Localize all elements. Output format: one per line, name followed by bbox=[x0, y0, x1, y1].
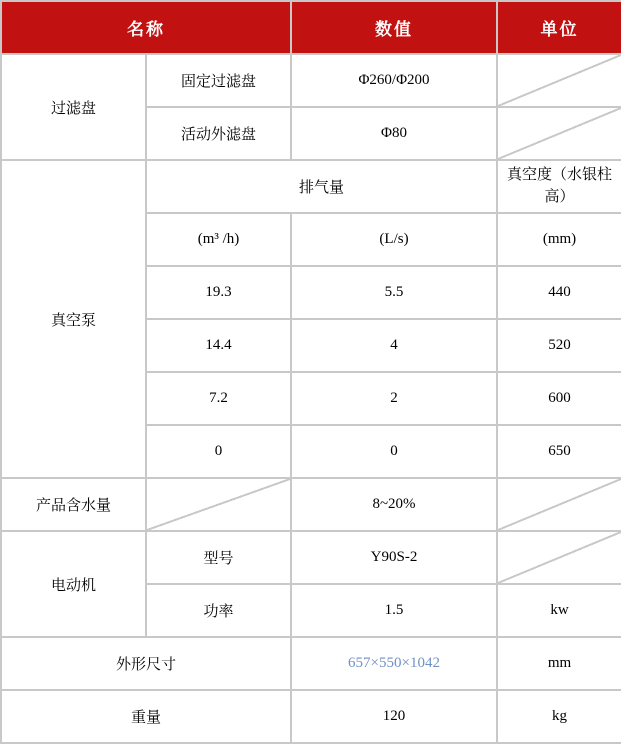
moisture-sub-empty-cell bbox=[146, 478, 291, 531]
header-unit-column: 单位 bbox=[497, 1, 621, 54]
vacuum-unit-mm-cell: (mm) bbox=[497, 213, 621, 266]
exhaust-volume-header-cell: 排气量 bbox=[146, 160, 497, 213]
motor-power-value-cell: 1.5 bbox=[291, 584, 497, 637]
table-header-row bbox=[1, 1, 621, 54]
dimensions-label-cell: 外形尺寸 bbox=[1, 637, 291, 690]
fixed-disc-value-cell: Φ260/Φ200 bbox=[291, 54, 497, 107]
pump-data-m3h-cell: 7.2 bbox=[146, 372, 291, 425]
motor-model-unit-empty-cell bbox=[497, 531, 621, 584]
moisture-label-cell: 产品含水量 bbox=[1, 478, 146, 531]
filter-disc-group-cell: 过滤盘 bbox=[1, 54, 146, 160]
dimensions-unit-cell: mm bbox=[497, 637, 621, 690]
exhaust-unit-ls-cell: (L/s) bbox=[291, 213, 497, 266]
pump-data-mm-cell: 520 bbox=[497, 319, 621, 372]
weight-label-cell: 重量 bbox=[1, 690, 291, 743]
header-name-column: 名称 bbox=[1, 1, 291, 54]
pump-data-ls-cell: 5.5 bbox=[291, 266, 497, 319]
pump-data-ls-cell: 0 bbox=[291, 425, 497, 478]
table-row bbox=[1, 160, 621, 213]
moisture-unit-empty-cell bbox=[497, 478, 621, 531]
fixed-disc-label-cell: 固定过滤盘 bbox=[146, 54, 291, 107]
pump-data-ls-cell: 2 bbox=[291, 372, 497, 425]
motor-model-value-cell: Y90S-2 bbox=[291, 531, 497, 584]
motor-power-label-cell: 功率 bbox=[146, 584, 291, 637]
motor-model-label-cell: 型号 bbox=[146, 531, 291, 584]
pump-data-m3h-cell: 19.3 bbox=[146, 266, 291, 319]
table-row bbox=[1, 478, 621, 531]
weight-unit-cell: kg bbox=[497, 690, 621, 743]
movable-disc-value-cell: Φ80 bbox=[291, 107, 497, 160]
exhaust-unit-m3h-cell: (m³ /h) bbox=[146, 213, 291, 266]
pump-data-m3h-cell: 14.4 bbox=[146, 319, 291, 372]
vacuum-degree-header-cell: 真空度（水银柱高） bbox=[497, 160, 621, 213]
header-value-column: 数值 bbox=[291, 1, 497, 54]
movable-disc-label-cell: 活动外滤盘 bbox=[146, 107, 291, 160]
pump-data-mm-cell: 440 bbox=[497, 266, 621, 319]
pump-data-m3h-cell: 0 bbox=[146, 425, 291, 478]
pump-data-ls-cell: 4 bbox=[291, 319, 497, 372]
table-row bbox=[1, 637, 621, 690]
table-row bbox=[1, 54, 621, 107]
table-row bbox=[1, 531, 621, 584]
motor-group-cell: 电动机 bbox=[1, 531, 146, 637]
table-row bbox=[1, 690, 621, 743]
movable-disc-unit-empty-cell bbox=[497, 107, 621, 160]
dimensions-value-cell: 657×550×1042 bbox=[291, 637, 497, 690]
pump-data-mm-cell: 650 bbox=[497, 425, 621, 478]
moisture-value-cell: 8~20% bbox=[291, 478, 497, 531]
weight-value-cell: 120 bbox=[291, 690, 497, 743]
fixed-disc-unit-empty-cell bbox=[497, 54, 621, 107]
vacuum-pump-group-cell: 真空泵 bbox=[1, 160, 146, 478]
motor-power-unit-cell: kw bbox=[497, 584, 621, 637]
pump-data-mm-cell: 600 bbox=[497, 372, 621, 425]
